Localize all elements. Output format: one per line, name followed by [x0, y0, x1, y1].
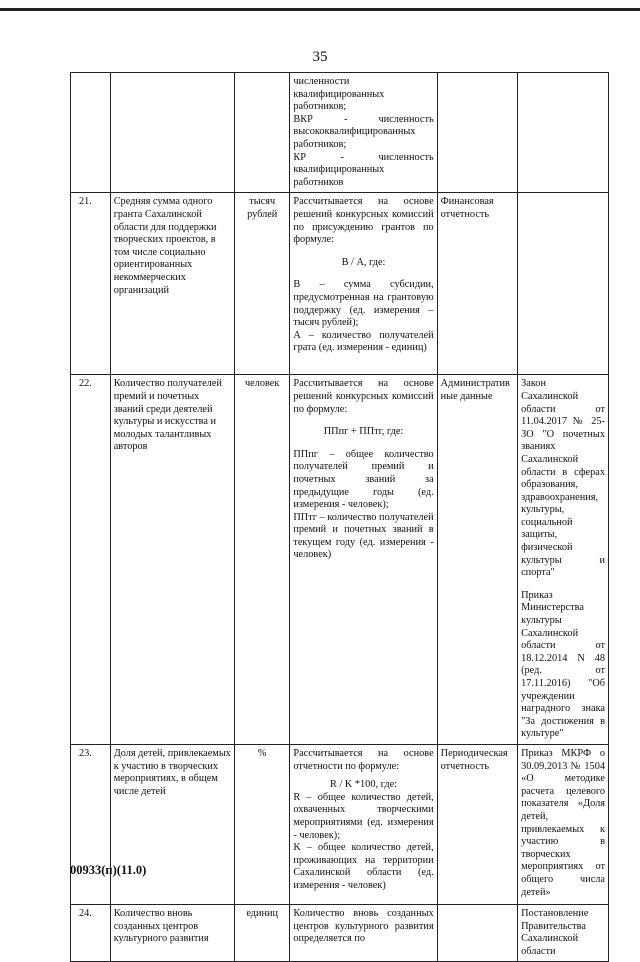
method-intro: Рассчитывается на основе отчетности по формуле:	[293, 747, 434, 772]
legal-act: Закон Сахалинской области от 11.04.2017 № 25-ЗО "О почетных званиях Сахалинской области в сферах образования, здравоохранения, культуры, социальной защиты, физической культуры и спорта"	[521, 378, 605, 579]
method-text: КР - численность квалифицированных работников	[293, 151, 434, 188]
calculation-method	[290, 375, 437, 745]
method-definition: K – общее количество детей, проживающих на территории Сахалинской области (ед. измерения - человек)	[293, 842, 434, 891]
table-row	[71, 375, 609, 745]
calculation-method	[290, 744, 437, 904]
calculation-method	[290, 193, 437, 375]
legal-basis	[518, 193, 609, 375]
formula: ППпг + ППтг, где:	[323, 426, 404, 438]
scan-edge-line	[0, 8, 640, 11]
row-number: 21.	[71, 193, 111, 375]
unit-of-measure: человек	[235, 375, 290, 745]
data-source	[437, 904, 517, 961]
method-intro: Рассчитывается на основе решений конкурсных комиссий по присуждению грантов по формуле:	[293, 196, 434, 246]
legal-act: Приказ МКРФ о 30.09.2013 № 1504 «О методике расчета целевого показателя «Доля детей, привлекаемых к участию в творческих мероприятиях от общего числа детей»	[521, 747, 605, 898]
legal-basis	[518, 73, 609, 193]
method-definition: R – общее количество детей, охваченных творческими мероприятиями (ед. измерения - человек);	[293, 791, 434, 841]
method-text: ВКР - численность высококвалифицированных работников;	[293, 113, 434, 150]
data-source: Периодическая отчетность	[437, 744, 517, 904]
table-row	[71, 904, 609, 961]
legal-basis	[518, 375, 609, 745]
legal-basis	[518, 744, 609, 904]
table-row	[71, 744, 609, 904]
data-source: Административные данные	[437, 375, 517, 745]
legal-act: Постановление Правительства Сахалинской области	[521, 907, 589, 957]
unit-of-measure	[235, 73, 290, 193]
method-intro: Рассчитывается на основе решений конкурсных комиссий по формуле:	[293, 378, 434, 415]
table-row	[71, 73, 609, 193]
method-text: численности квалифицированных работников;	[293, 76, 385, 113]
calculation-method	[290, 73, 437, 193]
method-definition: ППпг – общее количество получателей премий и почетных званий за предыдущие годы (ед. измерения - человек);	[293, 448, 434, 511]
data-source: Финансовая отчетность	[437, 193, 517, 375]
legal-basis	[518, 904, 609, 961]
method-definition: А – количество получателей грата (ед. измерения - единиц)	[293, 329, 434, 354]
row-number: 22.	[71, 375, 111, 745]
indicator-name: Количество получателей премий и почетных званий среди деятелей культуры и искусства и молодых талантливых авторов	[110, 375, 234, 745]
calculation-method	[290, 904, 437, 961]
unit-of-measure: единиц	[235, 904, 290, 961]
unit-of-measure: %	[235, 744, 290, 904]
footer-document-code: 00933(п)(11.0)	[70, 863, 147, 877]
row-number	[71, 73, 111, 193]
method-text: Количество вновь созданных центров культурного развития определяется по	[293, 907, 434, 945]
table-row	[71, 193, 609, 375]
indicator-name: Количество вновь созданных центров культурного развития	[110, 904, 234, 961]
method-definition: ППтг – количество получателей премий и почетных званий в текущем году (ед. измерения - человек)	[293, 511, 434, 561]
data-source	[437, 73, 517, 193]
page-number: 35	[312, 49, 328, 65]
row-number: 24.	[71, 904, 111, 961]
indicator-name: Средняя сумма одного гранта Сахалинской области для поддержки творческих проектов, в том числе социально ориентированных некоммерческих организаций	[110, 193, 234, 375]
row-number: 23.	[71, 744, 111, 904]
unit-of-measure: тысяч рублей	[235, 193, 290, 375]
indicators-table	[70, 72, 609, 962]
formula: В / А, где:	[341, 256, 386, 268]
indicator-name	[110, 73, 234, 193]
legal-act: Приказ Министерства культуры Сахалинской области от 18.12.2014 N 48 (ред. от 17.11.2016) "Об учреждении наградного знака "За достижения в культуре"	[521, 589, 605, 740]
method-definition: В – сумма субсидии, предусмотренная на грантовую поддержку (ед. измерения – тысяч рублей);	[293, 279, 434, 329]
indicator-name: Доля детей, привлекаемых к участию в творческих мероприятиях, в общем числе детей	[110, 744, 234, 904]
formula: R / K *100, где:	[330, 779, 398, 791]
